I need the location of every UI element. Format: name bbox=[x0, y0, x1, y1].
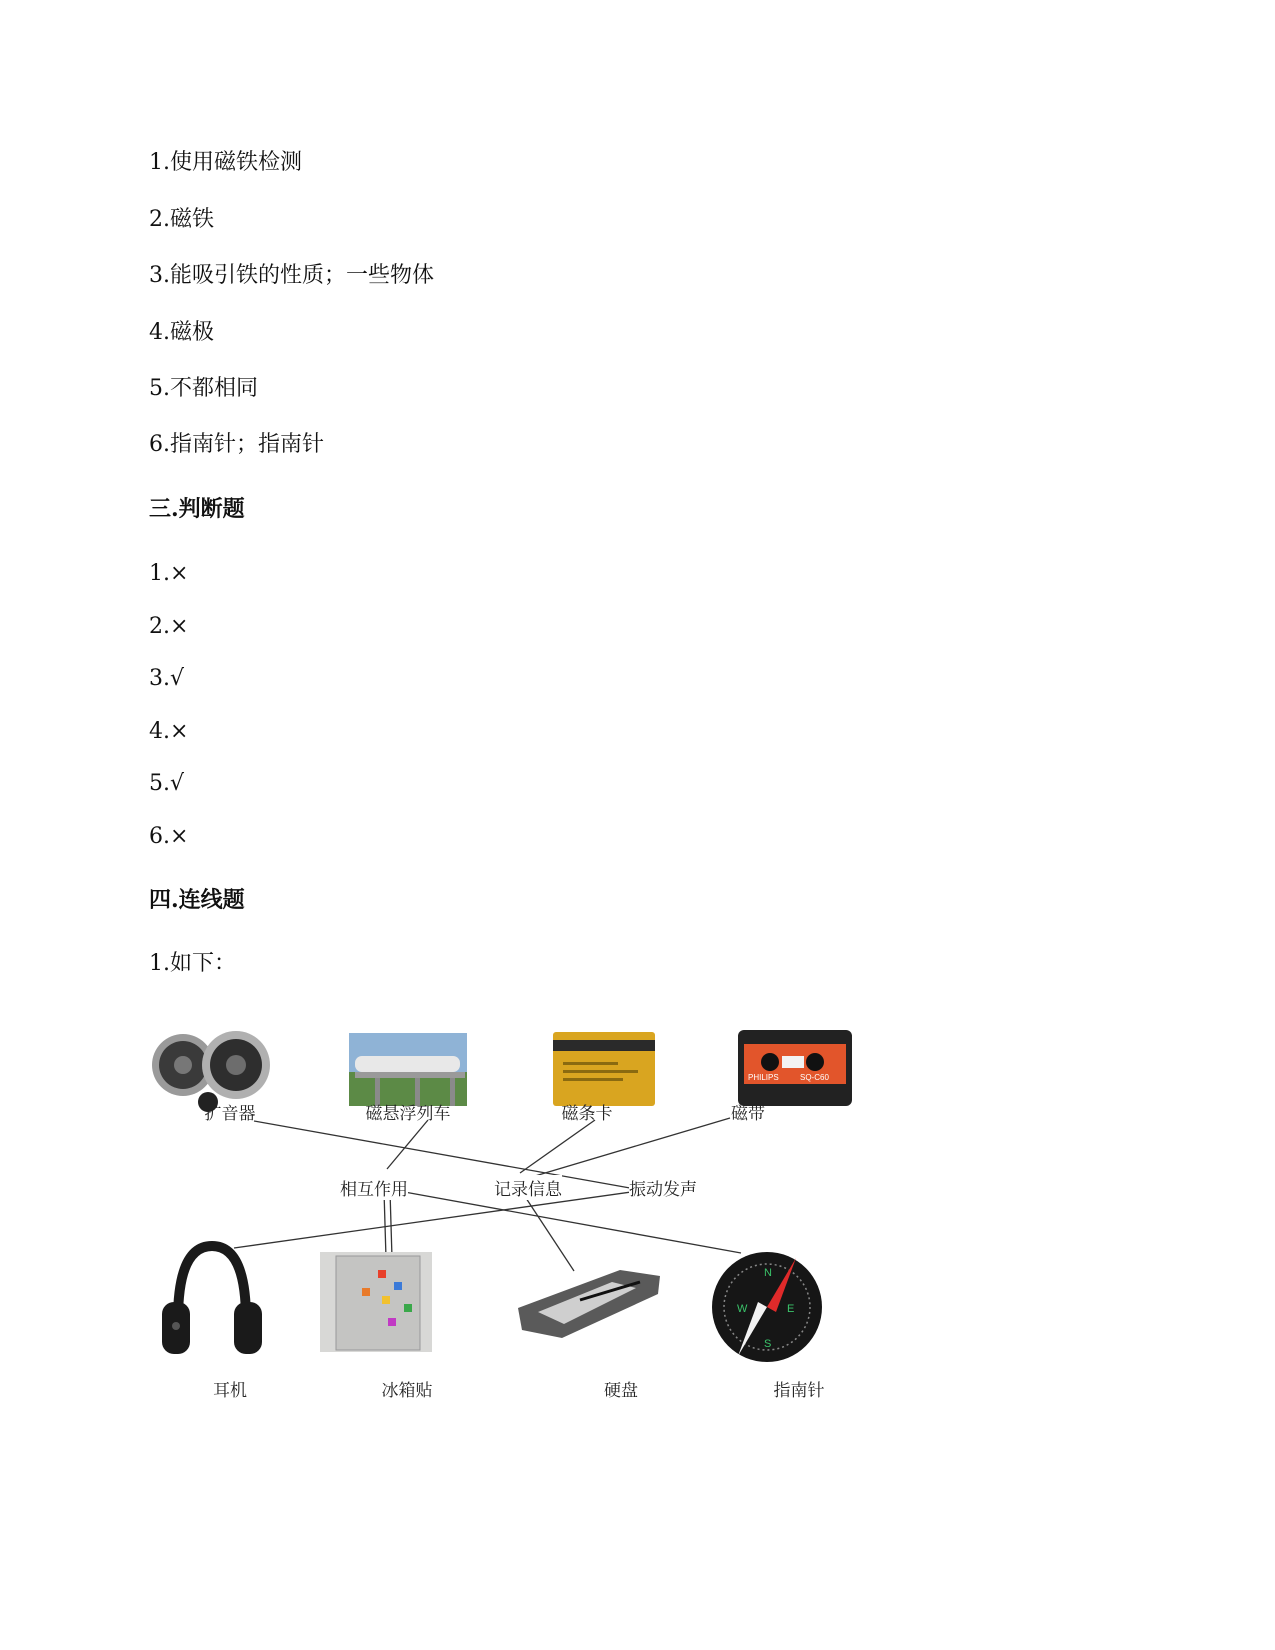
label-compass: 指南针 bbox=[773, 1381, 825, 1401]
judge-answer: 3.√ bbox=[149, 666, 185, 691]
matching-drawing bbox=[150, 1020, 870, 1470]
cassette-tape-image bbox=[738, 1030, 852, 1106]
compass-image bbox=[712, 1252, 822, 1362]
fridge-magnets-image bbox=[320, 1252, 432, 1352]
match-intro: 1.如下： bbox=[149, 951, 236, 976]
label-hard-disk: 硬盘 bbox=[604, 1381, 638, 1401]
section-heading-match: 四.连线题 bbox=[149, 887, 245, 913]
compass-letter: E bbox=[787, 1303, 795, 1315]
headphones-image bbox=[162, 1246, 262, 1354]
compass-letter: N bbox=[764, 1267, 772, 1279]
cassette-model: SQ-C60 bbox=[800, 1073, 829, 1082]
magnetic-card-image bbox=[553, 1032, 655, 1106]
cassette-brand: PHILIPS bbox=[748, 1073, 779, 1082]
label-tape: 磁带 bbox=[731, 1104, 765, 1124]
label-interaction: 相互作用 bbox=[340, 1175, 408, 1200]
judge-answer: 1.× bbox=[149, 561, 189, 586]
connection-line bbox=[535, 1118, 730, 1176]
connection-line bbox=[384, 1191, 386, 1258]
label-magnetic-card: 磁条卡 bbox=[561, 1104, 613, 1124]
connection-line bbox=[234, 1191, 638, 1248]
connection-line bbox=[387, 1120, 428, 1169]
judge-answer: 5.√ bbox=[149, 771, 185, 796]
compass-letter: W bbox=[737, 1303, 748, 1315]
hard-disk-image bbox=[518, 1270, 660, 1338]
section-heading-judge: 三.判断题 bbox=[149, 496, 245, 522]
judge-answer: 6.× bbox=[149, 824, 189, 849]
label-maglev: 磁悬浮列车 bbox=[365, 1104, 451, 1124]
maglev-train-image bbox=[349, 1033, 467, 1106]
connection-line bbox=[520, 1120, 595, 1173]
label-vibrate-sound: 振动发声 bbox=[629, 1175, 697, 1200]
answer-line: 2.磁铁 bbox=[149, 207, 214, 232]
answer-line: 1.使用磁铁检测 bbox=[149, 150, 302, 175]
answer-line: 6.指南针；指南针 bbox=[149, 432, 324, 457]
label-record-info: 记录信息 bbox=[494, 1175, 562, 1200]
connection-line bbox=[390, 1191, 392, 1258]
label-fridge-magnet: 冰箱贴 bbox=[381, 1381, 433, 1401]
label-headphones: 耳机 bbox=[213, 1381, 247, 1401]
answer-line: 3.能吸引铁的性质；一些物体 bbox=[149, 263, 434, 288]
connection-line bbox=[254, 1121, 630, 1188]
matching-figure bbox=[150, 1020, 870, 1470]
label-amplifier: 扩音器 bbox=[204, 1104, 256, 1124]
compass-letter: S bbox=[764, 1338, 772, 1350]
judge-answer: 2.× bbox=[149, 614, 189, 639]
judge-answer: 4.× bbox=[149, 719, 189, 744]
answer-line: 4.磁极 bbox=[149, 320, 214, 345]
answer-line: 5.不都相同 bbox=[149, 376, 258, 401]
